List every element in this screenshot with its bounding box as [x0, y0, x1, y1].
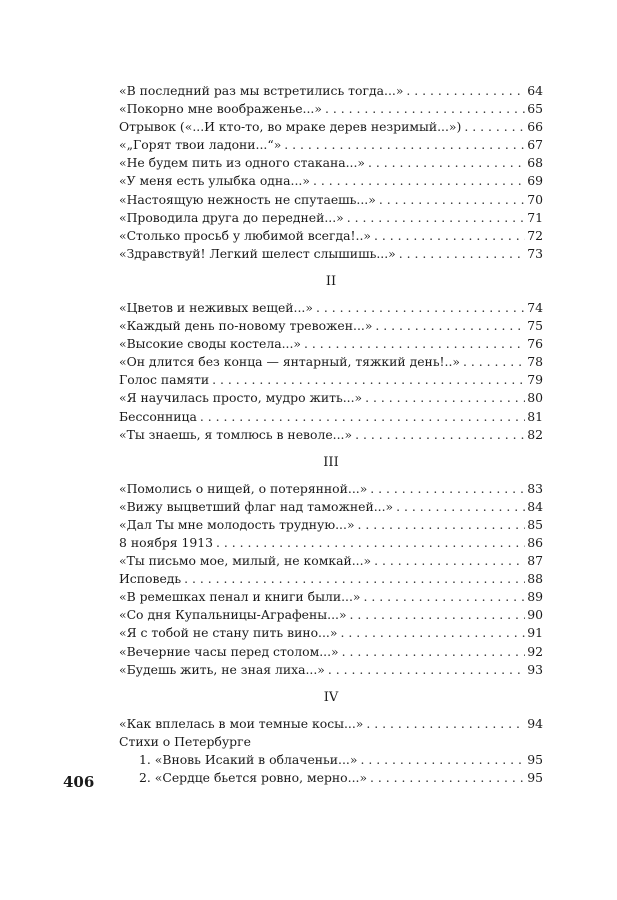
dot-leader: [374, 552, 525, 570]
toc-entry-title: «Не будем пить из одного стакана...»: [119, 155, 366, 171]
toc-entry: [119, 534, 543, 552]
toc-section: [119, 454, 543, 679]
section-heading: IV: [323, 689, 339, 705]
toc-entry-page: 78: [527, 354, 543, 370]
toc-entry: [119, 480, 543, 498]
toc-entry-page: 79: [527, 372, 543, 388]
toc-entry-page: 74: [527, 299, 543, 315]
toc-entry-page: 86: [527, 534, 543, 550]
dot-leader: [284, 136, 525, 154]
page-number: 406: [63, 773, 95, 791]
toc-entry-title: «Он длится без конца — янтарный, тяжкий день!..»: [119, 354, 460, 370]
toc-entry-page: 83: [527, 480, 543, 496]
toc-entry-title: «Каждый день по-новому тревожен...»: [119, 318, 373, 334]
toc-entry: [119, 624, 543, 642]
toc-entry-page: 76: [527, 336, 543, 352]
toc-entry-page: 64: [527, 83, 543, 98]
toc-entry-page: 91: [527, 625, 543, 641]
dot-leader: [316, 299, 525, 317]
toc-entry: [119, 299, 543, 317]
toc-entry: [119, 715, 543, 733]
toc-entry-page: 89: [527, 589, 543, 605]
toc-entry-title: «Ты знаешь, я томлюсь в неволе...»: [119, 426, 353, 442]
toc-entry-page: 67: [527, 137, 543, 153]
toc-entry: [119, 389, 543, 407]
toc-entry-title: «Цветов и неживых вещей...»: [119, 299, 313, 315]
toc-entry-title: «Я с тобой не стану пить вино...»: [119, 625, 338, 641]
toc-entry-title: «Ты письмо мое, милый, не комкай...»: [119, 553, 372, 569]
toc-entry-page: 93: [527, 661, 543, 677]
toc-entry-page: 71: [527, 209, 543, 225]
toc-entry: [119, 227, 543, 245]
toc-section: [119, 689, 543, 787]
toc-entry-page: 92: [527, 643, 543, 659]
toc-entry-page: 72: [527, 227, 543, 243]
toc-entry-title: «Будешь жить, не зная лиха...»: [119, 661, 325, 677]
toc-entry-title: Стихи о Петербурге: [119, 733, 251, 749]
toc-entry: [119, 209, 543, 227]
toc-entry-title: «Покорно мне воображенье...»: [119, 101, 322, 117]
toc-entry-page: 69: [527, 173, 543, 189]
toc-entry-title: «Дал Ты мне молодость трудную...»: [119, 516, 355, 532]
dot-leader: [340, 624, 525, 642]
toc-entry-page: 68: [527, 155, 543, 171]
toc-entry: [119, 100, 543, 118]
toc-entry-title: 8 ноября 1913: [119, 534, 214, 550]
dot-leader: [366, 715, 525, 733]
toc-section: [119, 273, 543, 444]
section-heading: III: [323, 454, 339, 470]
toc-entry-page: 66: [527, 119, 543, 135]
dot-leader: [399, 245, 525, 263]
toc-entry-title: «Здравствуй! Легкий шелест слышишь...»: [119, 245, 396, 261]
toc-entry-page: 84: [527, 498, 543, 514]
toc-entry-title: Голос памяти: [119, 372, 210, 388]
section-heading: II: [325, 273, 337, 289]
toc-entry-title: «Высокие своды костела...»: [119, 336, 302, 352]
dot-leader: [184, 570, 525, 588]
toc-entry: [119, 426, 543, 444]
toc-entry-title: 2. «Сердце бьется ровно, мерно...»: [139, 770, 368, 785]
toc-entry: [119, 191, 543, 209]
toc-entry-title: «В ремешках пенал и книги были...»: [119, 589, 361, 605]
toc-entry-title: Бессонница: [119, 408, 197, 424]
toc-entry: [119, 371, 543, 389]
toc-entry-page: 95: [527, 751, 543, 767]
toc-entry: [119, 769, 543, 787]
toc-entry-page: 85: [527, 516, 543, 532]
toc-entry: [119, 136, 543, 154]
dot-leader: [365, 389, 525, 407]
toc-entry-title: 1. «Вновь Исакий в облаченьи...»: [139, 751, 358, 767]
toc-entry-page: 94: [527, 715, 543, 731]
dot-leader: [370, 480, 525, 498]
toc-entry-title: «Помолись о нищей, о потерянной...»: [119, 480, 368, 496]
toc-entry: [119, 643, 543, 661]
toc-entry: [119, 245, 543, 263]
toc-entry-title: «Проводила друга до передней...»: [119, 209, 344, 225]
table-of-contents: [119, 82, 543, 787]
dot-leader: [374, 227, 525, 245]
toc-entry: [119, 118, 543, 136]
toc-entry-title: «Столько просьб у любимой всегда!..»: [119, 227, 371, 243]
dot-leader: [375, 317, 525, 335]
toc-entry: [119, 751, 543, 769]
toc-entry-title: «Вижу выцветший флаг над таможней...»: [119, 498, 394, 514]
toc-entry: [119, 154, 543, 172]
dot-leader: [464, 118, 525, 136]
dot-leader: [347, 209, 525, 227]
toc-entry: [119, 498, 543, 516]
toc-entry: [119, 733, 543, 751]
dot-leader: [325, 100, 525, 118]
toc-entry: [119, 606, 543, 624]
toc-entry: [119, 353, 543, 371]
toc-section: [119, 82, 543, 263]
dot-leader: [363, 588, 525, 606]
toc-entry: [119, 661, 543, 679]
dot-leader: [358, 516, 526, 534]
dot-leader: [342, 643, 526, 661]
toc-entry-title: Исповедь: [119, 571, 182, 587]
toc-entry-title: Отрывок («...И кто-то, во мраке дерев незримый...»): [119, 119, 462, 135]
toc-entry-title: «Как вплелась в мои темные косы...»: [119, 715, 364, 731]
toc-entry-page: 75: [527, 318, 543, 334]
toc-entry: [119, 172, 543, 190]
toc-entry-page: 82: [527, 426, 543, 442]
dot-leader: [212, 371, 525, 389]
toc-entry-title: «В последний раз мы встретились тогда...»: [119, 83, 404, 98]
toc-entry-page: 87: [527, 553, 543, 569]
toc-entry: [119, 82, 543, 100]
dot-leader: [216, 534, 525, 552]
dot-leader: [370, 769, 525, 787]
toc-entry-title: «У меня есть улыбка одна...»: [119, 173, 310, 189]
toc-entry-page: 88: [527, 571, 543, 587]
toc-entry: [119, 570, 543, 588]
toc-entry-page: 95: [527, 770, 543, 785]
dot-leader: [355, 426, 525, 444]
toc-entry-page: 70: [527, 191, 543, 207]
toc-entry: [119, 408, 543, 426]
dot-leader: [396, 498, 525, 516]
toc-entry: [119, 588, 543, 606]
dot-leader: [200, 408, 525, 426]
toc-entry: [119, 516, 543, 534]
dot-leader: [313, 172, 525, 190]
toc-entry-page: 65: [527, 101, 543, 117]
toc-entry-title: «Я научилась просто, мудро жить...»: [119, 390, 363, 406]
dot-leader: [406, 82, 525, 100]
toc-entry-page: 81: [527, 408, 543, 424]
dot-leader: [379, 191, 525, 209]
toc-entry-title: «„Горят твои ладони...“»: [119, 137, 282, 153]
toc-entry-page: 80: [527, 390, 543, 406]
toc-entry-title: «Вечерние часы перед столом...»: [119, 643, 339, 659]
toc-entry: [119, 317, 543, 335]
dot-leader: [328, 661, 525, 679]
dot-leader: [350, 606, 526, 624]
dot-leader: [368, 154, 525, 172]
toc-entry-title: «Со дня Купальницы-Аграфены...»: [119, 607, 347, 623]
toc-entry-page: 90: [527, 607, 543, 623]
toc-entry: [119, 335, 543, 353]
dot-leader: [304, 335, 525, 353]
toc-entry-page: 73: [527, 245, 543, 261]
toc-entry: [119, 552, 543, 570]
dot-leader: [463, 353, 525, 371]
toc-entry-title: «Настоящую нежность не спутаешь...»: [119, 191, 376, 207]
dot-leader: [360, 751, 525, 769]
